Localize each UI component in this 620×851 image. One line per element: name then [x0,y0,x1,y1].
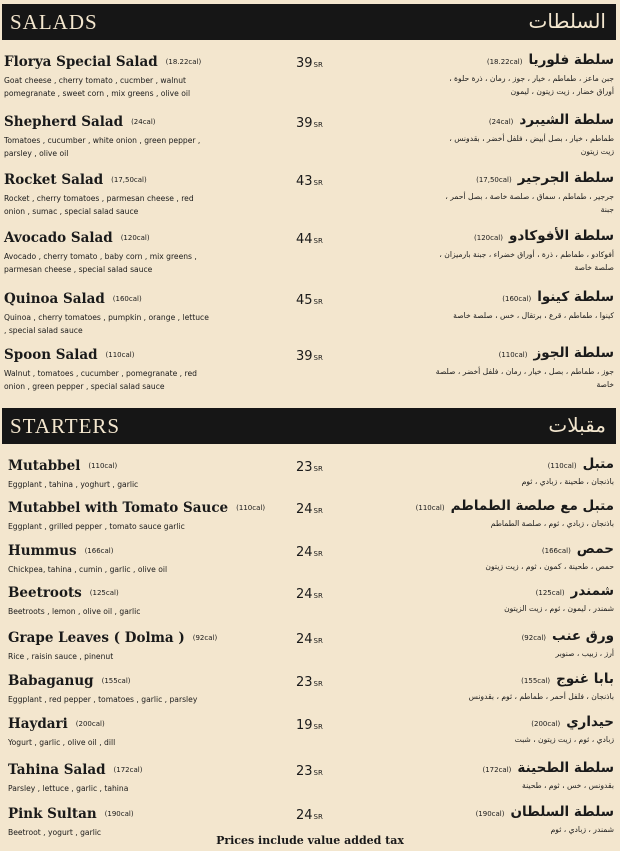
item-name: Pink Sultan (190cal) [8,806,134,822]
item-calories: (110cal) [88,462,118,470]
item-price: 23SR [296,675,323,690]
item-name-ar: سلطة الشيبرد(24cal) [488,112,614,128]
item-description-ar: شمندر ، ليمون ، ثوم ، زيت الزيتون [504,604,614,613]
item-description: Tomatoes , cucumber , white onion , green pepper , parsley , olive oil [4,136,201,158]
item-description: Walnut , tomatoes , cucumber , pomegranate , red onion , green pepper , special salad sauce [4,369,197,391]
item-name-ar: متبل مع صلصة الطماطم(110cal) [415,498,614,514]
item-calories-ar: (155cal) [521,677,551,685]
currency: SR [313,237,323,245]
item-price: 24SR [296,545,323,560]
salads-title: SALADS [10,10,98,34]
item-description-ar: زبادي ، ثوم ، زيت زيتون ، شبت [514,735,614,744]
item-price: 24SR [296,587,323,602]
item-name-ar: سلطة الطحينة(172cal) [482,760,614,776]
item-name-ar: سلطة السلطان(190cal) [475,804,614,820]
item-name: Grape Leaves ( Dolma ) (92cal) [8,630,218,646]
item-price: 39SR [296,116,323,131]
item-description: Eggplant , red pepper , tomatoes , garlic , parsley [8,695,198,704]
item-description-ar: شمندر ، زبادي ، ثوم [550,825,614,834]
currency: SR [313,298,323,306]
item-calories: (125cal) [89,589,119,597]
item-calories-ar: (200cal) [531,720,561,728]
item-calories: (24cal) [131,118,156,126]
item-calories: (155cal) [101,677,131,685]
item-calories-ar: (110cal) [498,351,528,359]
item-price: 23SR [296,764,323,779]
vat-footer: Prices include value added tax [216,834,404,847]
item-description: Eggplant , tahina , yoghurt , garlic [8,480,139,489]
currency: SR [313,179,323,187]
item-name: Avocado Salad (120cal) [4,230,150,246]
currency: SR [313,637,323,645]
item-calories-ar: (18.22cal) [486,58,523,66]
item-calories-ar: (110cal) [547,462,577,470]
item-description-ar: باذنجان ، طحينة ، زبادي ، ثوم [521,477,614,486]
item-description-ar: حمص ، طحينة ، كمون ، ثوم ، زيت زيتون [485,562,614,571]
item-description: Avocado , cherry tomato , baby corn , mix greens , parmesan cheese , special salad sauce [4,252,197,274]
item-name: Quinoa Salad (160cal) [4,291,142,307]
salads-title-ar: السلطات [528,9,606,33]
item-price: 24SR [296,632,323,647]
item-price: 39SR [296,349,323,364]
item-description: Quinoa , cherry tomatoes , pumpkin , orange , lettuce , special salad sauce [4,313,209,335]
item-calories-ar: (190cal) [475,810,505,818]
item-name: Mutabbel with Tomato Sauce (110cal) [8,500,266,516]
item-description-ar: جبن ماعز ، طماطم ، خيار ، جوز ، رمان ، ذرة حلوة ، أوراق خضار ، زيت زيتون ، ليمون [449,74,614,96]
item-description-ar: طماطم ، خيار ، بصل أبيض ، فلفل أخضر ، بقدونس ، زيت زيتون [449,134,614,156]
item-description-ar: جوز ، طماطم ، بصل ، خيار ، رمان ، فلفل أخضر ، صلصة خاصة [435,367,614,389]
currency: SR [313,61,323,69]
currency: SR [313,465,323,473]
item-calories: (190cal) [104,810,134,818]
item-calories: (120cal) [120,234,150,242]
item-description: Rocket , cherry tomatoes , parmesan cheese , red onion , sumac , special salad sauce [4,194,194,216]
item-description: Eggplant , grilled pepper , tomato sauce garlic [8,522,185,531]
item-calories: (172cal) [113,766,143,774]
item-calories: (200cal) [75,720,105,728]
item-description: Goat cheese , cherry tomato , cucmber , walnut pomegranate , sweet corn , mix greens , olive oil [4,76,191,98]
item-description-ar: أرز ، زبيب ، صنوبر [555,649,614,658]
item-name-ar: شمندر(125cal) [535,583,614,599]
item-name-ar: حيداري(200cal) [531,714,614,730]
item-description-ar: باذنجان ، زبادي ، ثوم ، صلصة الطماطم [490,519,614,528]
item-calories: (166cal) [84,547,114,555]
item-price: 24SR [296,808,323,823]
currency: SR [313,354,323,362]
salads-header [2,4,616,40]
item-description: Beetroot , yogurt , garlic [8,828,102,837]
item-calories: (160cal) [112,295,142,303]
currency: SR [313,723,323,731]
item-calories-ar: (24cal) [488,118,514,126]
item-name: Spoon Salad (110cal) [4,347,135,363]
item-name: Mutabbel (110cal) [8,458,118,474]
item-price: 24SR [296,502,323,517]
starters-header [2,408,616,444]
item-name-ar: سلطة كينوا(160cal) [502,289,614,305]
item-description-ar: كينوا ، طماطم ، قرع ، برتقال ، خس ، صلصة خاصة [453,311,614,320]
item-name-ar: سلطة الجرجير(17,50cal) [476,170,614,186]
item-name-ar: سلطة الأفوكادو(120cal) [474,228,614,244]
item-name-ar: سلطة فلوريا(18.22cal) [486,52,614,68]
item-price: 45SR [296,293,323,308]
item-name: Babaganug (155cal) [8,673,131,689]
item-name: Haydari (200cal) [8,716,105,732]
item-calories-ar: (166cal) [541,547,571,555]
item-description-ar: باذنجان ، فلفل أحمر ، طماطم ، ثوم ، بقدونس [468,692,614,701]
item-name: Rocket Salad (17,50cal) [4,172,147,188]
item-name: Florya Special Salad (18.22cal) [4,54,202,70]
item-name-ar: سلطة الجوز(110cal) [498,345,614,361]
item-description: Chickpea, tahina , cumin , garlic , olive oil [8,565,168,574]
item-name-ar: متبل(110cal) [547,456,614,472]
item-calories: (110cal) [105,351,135,359]
item-price: 23SR [296,460,323,475]
item-calories: (92cal) [192,634,218,642]
item-description: Rice , raisin sauce , pinenut [8,652,114,661]
item-description-ar: بقدونس ، خس ، ثوم ، طحينة [522,781,614,790]
item-calories-ar: (92cal) [521,634,547,642]
starters-title-ar: مقبلات [548,413,606,437]
starters-title: STARTERS [10,414,121,438]
currency: SR [313,769,323,777]
item-calories: (18.22cal) [165,58,202,66]
item-name-ar: حمص(166cal) [541,541,614,557]
currency: SR [313,507,323,515]
item-description-ar: أفوكادو ، طماطم ، ذرة ، أوراق خضراء ، جبنة بارميزان ، صلصة خاصة [439,250,614,272]
item-calories-ar: (125cal) [535,589,565,597]
item-calories-ar: (17,50cal) [476,176,512,184]
item-name: Tahina Salad (172cal) [8,762,143,778]
currency: SR [313,680,323,688]
item-price: 19SR [296,718,323,733]
item-description: Yogurt , garlic , olive oil , dill [8,738,116,747]
item-description-ar: جرجير ، طماطم ، سماق ، صلصة خاصة ، بصل أحمر ، جبنة [445,192,614,214]
item-calories-ar: (110cal) [415,504,445,512]
currency: SR [313,121,323,129]
item-price: 43SR [296,174,323,189]
item-name: Beetroots (125cal) [8,585,119,601]
item-name: Shepherd Salad (24cal) [4,114,156,130]
item-name: Hummus (166cal) [8,543,114,559]
item-description: Parsley , lettuce , garlic , tahina [8,784,129,793]
item-name-ar: ورق عنب(92cal) [521,628,614,644]
item-calories-ar: (120cal) [474,234,503,242]
item-price: 44SR [296,232,323,247]
item-price: 39SR [296,56,323,71]
item-calories-ar: (172cal) [482,766,512,774]
item-calories-ar: (160cal) [502,295,532,303]
item-description: Beetroots , lemon , olive oil , garlic [8,607,141,616]
item-calories: (110cal) [236,504,266,512]
item-calories: (17,50cal) [111,176,147,184]
currency: SR [313,592,323,600]
currency: SR [313,813,323,821]
item-name-ar: بابا غنوج(155cal) [521,671,614,687]
currency: SR [313,550,323,558]
